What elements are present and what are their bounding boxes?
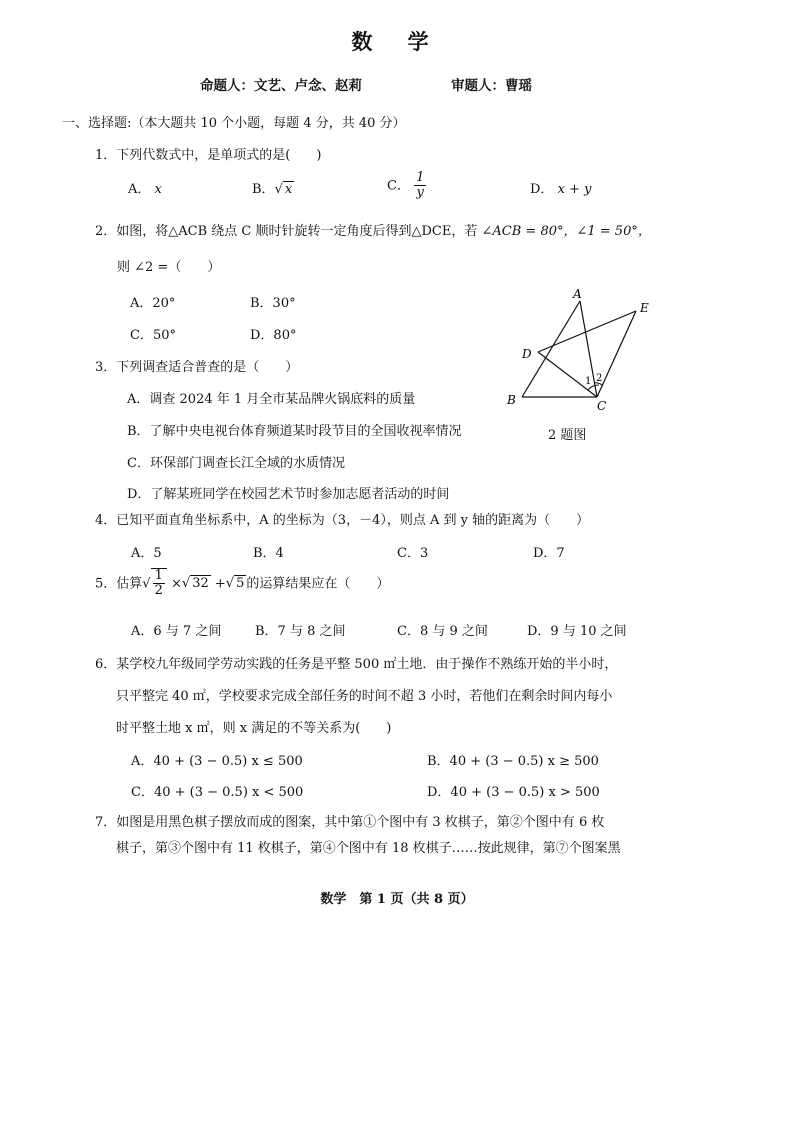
q5-option-d: D．9 与 10 之间 [527,624,627,639]
q1-option-d [530,178,591,197]
question-4: 4．已知平面直角坐标系中，A 的坐标为（3，－4），则点 A 到 y 轴的距离为（ ） [95,513,590,528]
option-value: x [284,182,293,197]
fraction-half [153,569,165,599]
q4-option-a: A．5 [131,546,162,561]
sqrt-symbol: √ 32 [181,576,209,592]
numerator: 1 [416,170,425,185]
option-label: B． [252,182,275,197]
q5-option-c: C．8 与 9 之间 [397,624,488,639]
sqrt-symbol: √ 5 [225,576,245,592]
question-3: 3．下列调查适合普查的是（ ） [95,360,299,375]
page-title: 数 学 [351,29,443,54]
option-value: x + y [557,182,592,197]
authors: 命题人：文艺、卢念、赵莉 [200,78,362,94]
q1-option-b [252,178,294,197]
fraction [414,171,426,201]
section-heading: 一、选择题:（本大题共 10 个小题，每题 4 分，共 40 分） [62,116,406,131]
question-2-ask: 则 ∠2 =（ ） [117,260,221,275]
label-E: E [640,301,649,315]
segment-DE [538,311,636,352]
label-B: B [507,393,516,407]
denominator: 2 [154,583,163,599]
reviewer: 审题人：曹瑶 [451,78,532,94]
option-label: A． [128,182,151,197]
q1-option-c [387,171,426,201]
option-label: D． [530,182,554,197]
denominator: y [416,185,424,201]
question-2-condition: ∠ACB = 80°，∠1 = 50°， [481,224,651,239]
label-C: C [597,399,607,413]
sqrt-radicand: 5 [236,576,245,592]
q2-option-d: D．80° [250,328,297,343]
triangle-figure [500,282,670,414]
q6-option-a: A．40 + (3 − 0.5) x ≤ 500 [131,754,303,769]
option-value: x [154,182,162,197]
label-D: D [522,347,532,361]
label-angle-2: 2 [596,373,603,384]
plus-sign: + [214,576,226,592]
sqrt-radicand: 32 [192,576,209,592]
question-2-text: 2．如图，将△ACB 绕点 C 顺时针旋转一定角度后得到△DCE，若 [95,224,478,239]
q6-option-d: D．40 + (3 − 0.5) x > 500 [427,785,600,800]
figure-caption: 2 题图 [548,428,587,443]
q6-option-c: C．40 + (3 − 0.5) x < 500 [131,785,304,800]
sqrt-symbol: √ $\frac{1}{2}$ [142,568,167,599]
sqrt-radicand [151,568,167,599]
segment-DC [538,352,597,397]
q1-option-a [128,178,162,197]
q3-option-d: D．了解某班同学在校园艺术节时参加志愿者活动的时间 [127,487,450,502]
q4-option-c: C．3 [397,546,429,561]
question-7-line-1: 7．如图是用黑色棋子摆放而成的图案，其中第①个图中有 3 枚棋子，第②个图中有 6 枚 [95,815,605,830]
q5-option-b: B．7 与 8 之间 [255,624,346,639]
q5-text-b: 的运算结果应在（ ） [246,576,390,592]
question-6-line-2: 只平整完 40 ㎡，学校要求完成全部任务的时间不超 3 小时，若他们在剩余时间内每小 [116,689,613,704]
q6-option-b: B．40 + (3 − 0.5) x ≥ 500 [427,754,599,769]
question-1: 1．下列代数式中，是单项式的是( ) [95,148,322,163]
q3-option-a: A．调查 2024 年 1 月全市某品牌火锅底料的质量 [127,392,416,407]
segment-EC [597,311,636,397]
question-6-line-3: 时平整土地 x ㎡，则 x 满足的不等关系为( ) [116,721,392,736]
label-A: A [573,287,582,301]
q2-option-c: C．50° [130,328,176,343]
page-footer: 数学 第 1 页（共 8 页） [320,892,474,907]
question-5 [95,568,389,599]
q3-option-b: B．了解中央电视台体育频道某时段节目的全国收视率情况 [127,424,462,439]
option-label: C． [387,178,410,194]
sqrt-symbol: √ x [274,182,293,197]
numerator: 1 [154,568,163,583]
question-6-line-1: 6．某学校九年级同学劳动实践的任务是平整 500 ㎡土地．由于操作不熟练开始的半小时， [95,657,618,672]
q5-text-a: 5．估算 [95,576,143,592]
q4-option-d: D．7 [533,546,565,561]
question-2 [95,220,651,239]
q4-option-b: B．4 [253,546,284,561]
q5-option-a: A．6 与 7 之间 [131,624,222,639]
label-angle-1: 1 [585,376,592,387]
q2-option-b: B．30° [250,296,296,311]
q3-option-c: C．环保部门调查长江全域的水质情况 [127,456,345,471]
times-sign: × [171,576,182,592]
question-7-line-2: 棋子，第③个图中有 11 枚棋子，第④个图中有 18 枚棋子……按此规律，第⑦个图案黑 [116,841,621,856]
q2-option-a: A．20° [130,296,176,311]
